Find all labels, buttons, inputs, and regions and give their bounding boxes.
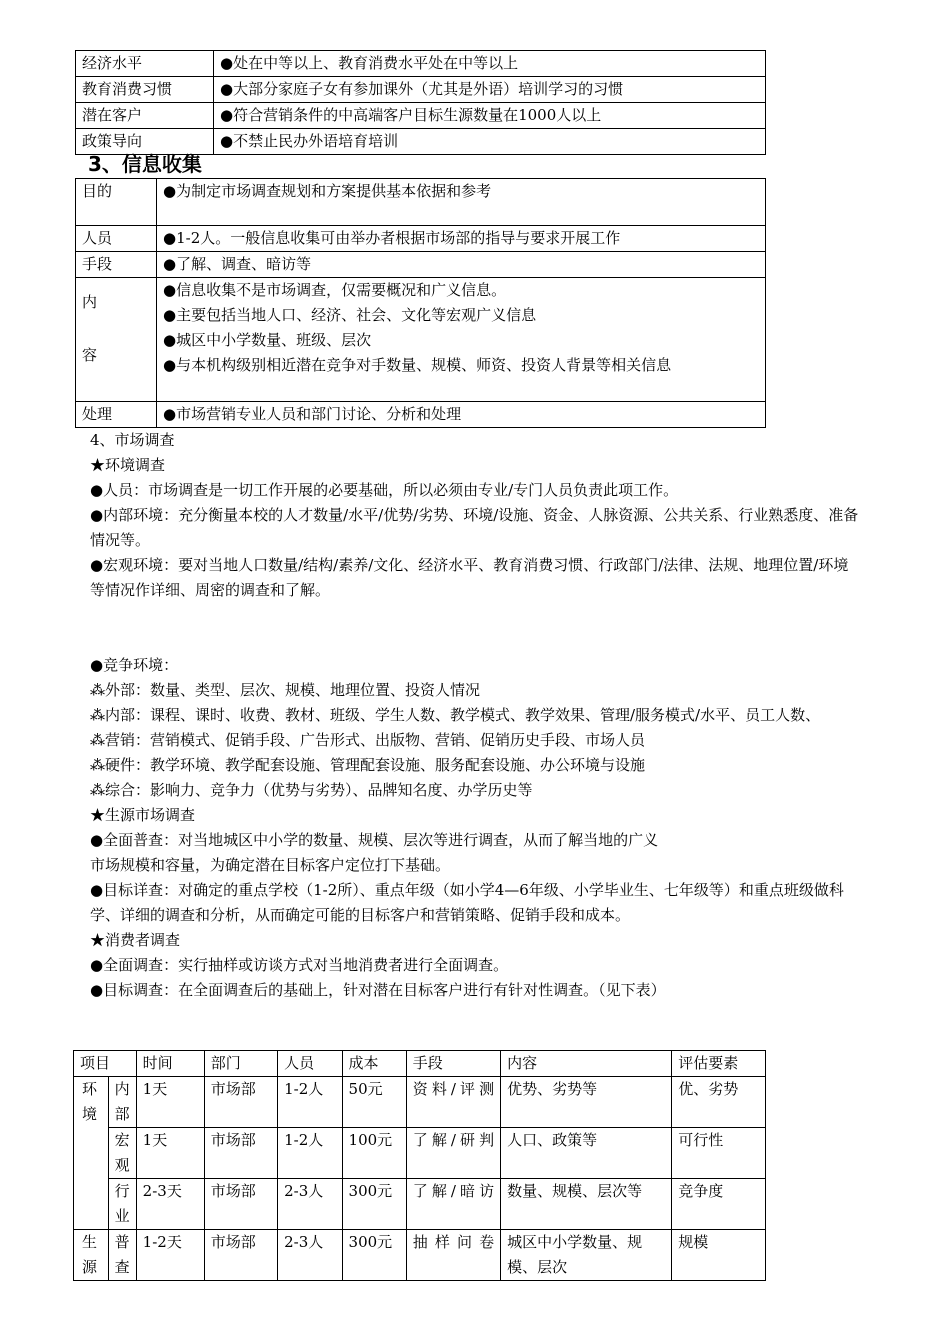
group-label: 环境 (74, 1077, 109, 1230)
column-header: 项目 (74, 1051, 137, 1077)
body-line: ●竞争环境： (90, 656, 179, 674)
row-key (76, 278, 157, 402)
body-line: ●全面调查：实行抽样或访谈方式对当地消费者进行全面调查。 (90, 956, 509, 974)
cell-cost: 100元 (342, 1128, 406, 1179)
table-row (76, 51, 766, 77)
body-line: ●内部环境：充分衡量本校的人才数量/水平/优势/劣势、环境/设施、资金、人脉资源、公共关系、行业熟悉度、准备情况等。 (90, 506, 859, 549)
column-header: 时间 (136, 1051, 204, 1077)
cell-staff: 2-3人 (278, 1230, 342, 1281)
cell-dept: 市场部 (204, 1230, 277, 1281)
cell-cost: 300元 (342, 1179, 406, 1230)
table-row (74, 1230, 766, 1281)
row-value: ●1-2人。一般信息收集可由举办者根据市场部的指导与要求开展工作 (157, 226, 766, 252)
body-line: ●目标调查：在全面调查后的基础上，针对潜在目标客户进行有针对性调查。（见下表） (90, 981, 666, 999)
body-line: ★消费者调查 (90, 931, 181, 949)
table-row-staff (76, 226, 766, 252)
content-line: ●与本机构级别相近潜在竞争对手数量、规模、师资、投资人背景等相关信息 (163, 356, 672, 374)
market-conditions-table (75, 50, 766, 155)
column-header: 成本 (342, 1051, 406, 1077)
row-value: ●处在中等以上、教育消费水平处在中等以上 (214, 51, 766, 77)
cell-dept: 市场部 (204, 1077, 277, 1128)
cell-eval: 规模 (672, 1230, 766, 1281)
table-row-purpose (76, 179, 766, 226)
row-key: 教育消费习惯 (76, 77, 214, 103)
content-line: ●主要包括当地人口、经济、社会、文化等宏观广义信息 (163, 306, 537, 324)
row-value: ●市场营销专业人员和部门讨论、分析和处理 (157, 402, 766, 428)
group-label: 生源 (74, 1230, 109, 1281)
table-row-content (76, 278, 766, 402)
table-row (76, 77, 766, 103)
table-row-process (76, 402, 766, 428)
body-line: ●宏观环境：要对当地人口数量/结构/素养/文化、经济水平、教育消费习惯、行政部门/法律、法规、地理位置/环境等情况作详细、周密的调查和了解。 (90, 556, 849, 599)
body-line: ⁂硬件：教学环境、教学配套设施、管理配套设施、服务配套设施、办公环境与设施 (90, 756, 646, 774)
body-line: ⁂外部：数量、类型、层次、规模、地理位置、投资人情况 (90, 681, 481, 699)
row-key: 政策导向 (76, 129, 214, 155)
cell-sub: 宏观 (108, 1128, 136, 1179)
column-header: 评估要素 (672, 1051, 766, 1077)
row-value (157, 278, 766, 402)
row-key: 处理 (76, 402, 157, 428)
body-line: ★生源市场调查 (90, 806, 196, 824)
row-value: ●为制定市场调查规划和方案提供基本依据和参考 (157, 179, 766, 226)
content-line: ●信息收集不是市场调查，仅需要概况和广义信息。 (163, 281, 507, 299)
table-row (74, 1077, 766, 1128)
row-value: ●大部分家庭子女有参加课外（尤其是外语）培训学习的习惯 (214, 77, 766, 103)
cell-content: 城区中小学数量、规模、层次 (501, 1230, 672, 1281)
section-heading-info-collection: 3、信息收集 (88, 152, 202, 176)
table-row-means (76, 252, 766, 278)
cell-cost: 50元 (342, 1077, 406, 1128)
cell-dept: 市场部 (204, 1128, 277, 1179)
cell-staff: 2-3人 (278, 1179, 342, 1230)
content-key-char: 内 (82, 293, 98, 311)
body-line: ●人员：市场调查是一切工作开展的必要基础，所以必须由专业/专门人员负责此项工作。 (90, 481, 679, 499)
body-line: ●全面普查：对当地城区中小学的数量、规模、层次等进行调查，从而了解当地的广义 (90, 831, 659, 849)
body-block-b (90, 653, 862, 1003)
market-research-body (90, 428, 862, 1003)
column-header: 内容 (501, 1051, 672, 1077)
row-value: ●不禁止民办外语培育培训 (214, 129, 766, 155)
body-block-a (90, 428, 862, 603)
cell-content: 数量、规模、层次等 (501, 1179, 672, 1230)
table-row (74, 1179, 766, 1230)
cell-sub: 行业 (108, 1179, 136, 1230)
table-header-row (74, 1051, 766, 1077)
body-line: ⁂营销：营销模式、促销手段、广告形式、出版物、营销、促销历史手段、市场人员 (90, 731, 646, 749)
info-collection-table (75, 178, 766, 428)
column-header: 部门 (204, 1051, 277, 1077)
cell-eval: 可行性 (672, 1128, 766, 1179)
body-line: ●目标详查：对确定的重点学校（1-2所）、重点年级（如小学4—6年级、小学毕业生、七年级等）和重点班级做科学、详细的调查和分析，从而确定可能的目标客户和营销策略、促销手段和成本。 (90, 881, 844, 924)
cell-staff: 1-2人 (278, 1128, 342, 1179)
cell-content: 优势、劣势等 (501, 1077, 672, 1128)
cell-means: 资料/评测 (406, 1077, 500, 1128)
cell-time: 2-3天 (136, 1179, 204, 1230)
body-line: ⁂内部：课程、课时、收费、教材、班级、学生人数、教学模式、教学效果、管理/服务模式/水平、员工人数、 (90, 706, 821, 724)
content-line: ●城区中小学数量、班级、层次 (163, 331, 372, 349)
cell-eval: 竞争度 (672, 1179, 766, 1230)
cell-sub: 普查 (108, 1230, 136, 1281)
body-line: ★环境调查 (90, 456, 166, 474)
cell-dept: 市场部 (204, 1179, 277, 1230)
row-key: 经济水平 (76, 51, 214, 77)
cell-time: 1天 (136, 1128, 204, 1179)
cell-means: 了解/暗访 (406, 1179, 500, 1230)
body-line: ⁂综合：影响力、竞争力（优势与劣势）、品牌知名度、办学历史等 (90, 781, 533, 799)
row-key: 目的 (76, 179, 157, 226)
table-row (74, 1128, 766, 1179)
body-line: 4、市场调查 (90, 431, 175, 449)
cell-staff: 1-2人 (278, 1077, 342, 1128)
table-row (76, 103, 766, 129)
cell-means: 了解/研判 (406, 1128, 500, 1179)
cell-eval: 优、劣势 (672, 1077, 766, 1128)
cell-means: 抽样问卷 (406, 1230, 500, 1281)
research-plan-table (73, 1050, 766, 1281)
cell-content: 人口、政策等 (501, 1128, 672, 1179)
row-value: ●符合营销条件的中高端客户目标生源数量在1000人以上 (214, 103, 766, 129)
cell-sub: 内部 (108, 1077, 136, 1128)
row-key: 人员 (76, 226, 157, 252)
row-key: 潜在客户 (76, 103, 214, 129)
column-header: 手段 (406, 1051, 500, 1077)
cell-time: 1-2天 (136, 1230, 204, 1281)
column-header: 人员 (278, 1051, 342, 1077)
row-value: ●了解、调查、暗访等 (157, 252, 766, 278)
content-key-char: 容 (82, 346, 98, 364)
cell-time: 1天 (136, 1077, 204, 1128)
row-key: 手段 (76, 252, 157, 278)
cell-cost: 300元 (342, 1230, 406, 1281)
body-line: 市场规模和容量，为确定潜在目标客户定位打下基础。 (90, 856, 451, 874)
